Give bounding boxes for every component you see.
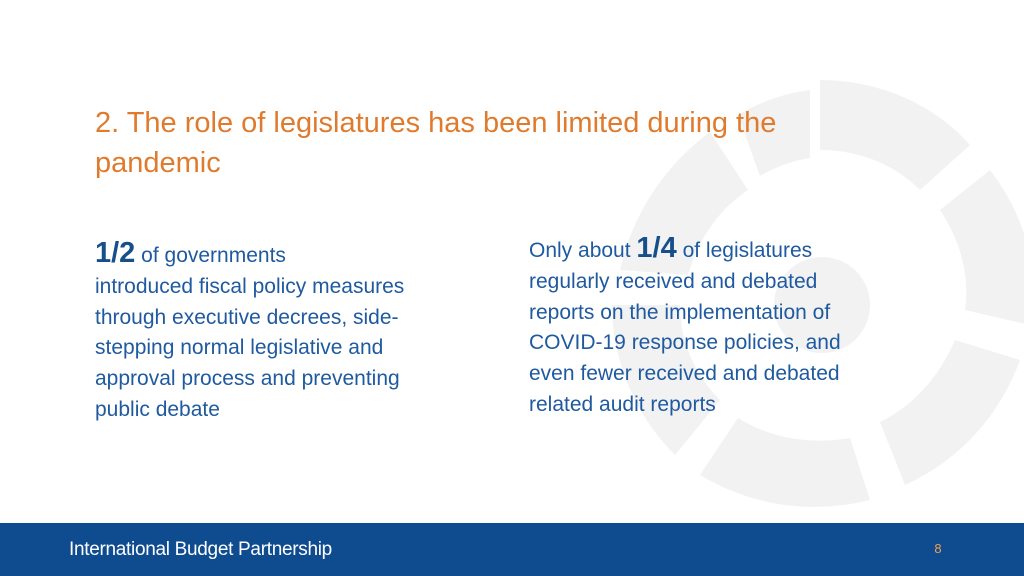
right-stat-lead-text: of legislatures [676, 239, 813, 262]
page-number: 8 [934, 541, 942, 556]
left-stat-fraction: 1/2 [95, 237, 136, 269]
left-stat-block [95, 238, 445, 426]
slide-title: 2. The role of legislatures has been limited during the pandemic [95, 107, 777, 179]
footer-bar [0, 523, 1024, 576]
left-stat-body-text: introduced fiscal policy measures through executive decrees, side-stepping normal legislative and approval process and preventing public debate [95, 274, 405, 421]
footer-brand-logo: International Budget Partnership [69, 539, 332, 560]
right-stat-fraction: 1/4 [636, 232, 677, 264]
right-stat-block [529, 233, 869, 421]
right-stat-body-text: regularly received and debated reports on the implementation of COVID-19 response policies, and even fewer received and debated related audit reports [529, 269, 841, 416]
right-stat-prefix: Only about [529, 239, 637, 262]
left-stat-lead-text: of governments [135, 244, 286, 267]
